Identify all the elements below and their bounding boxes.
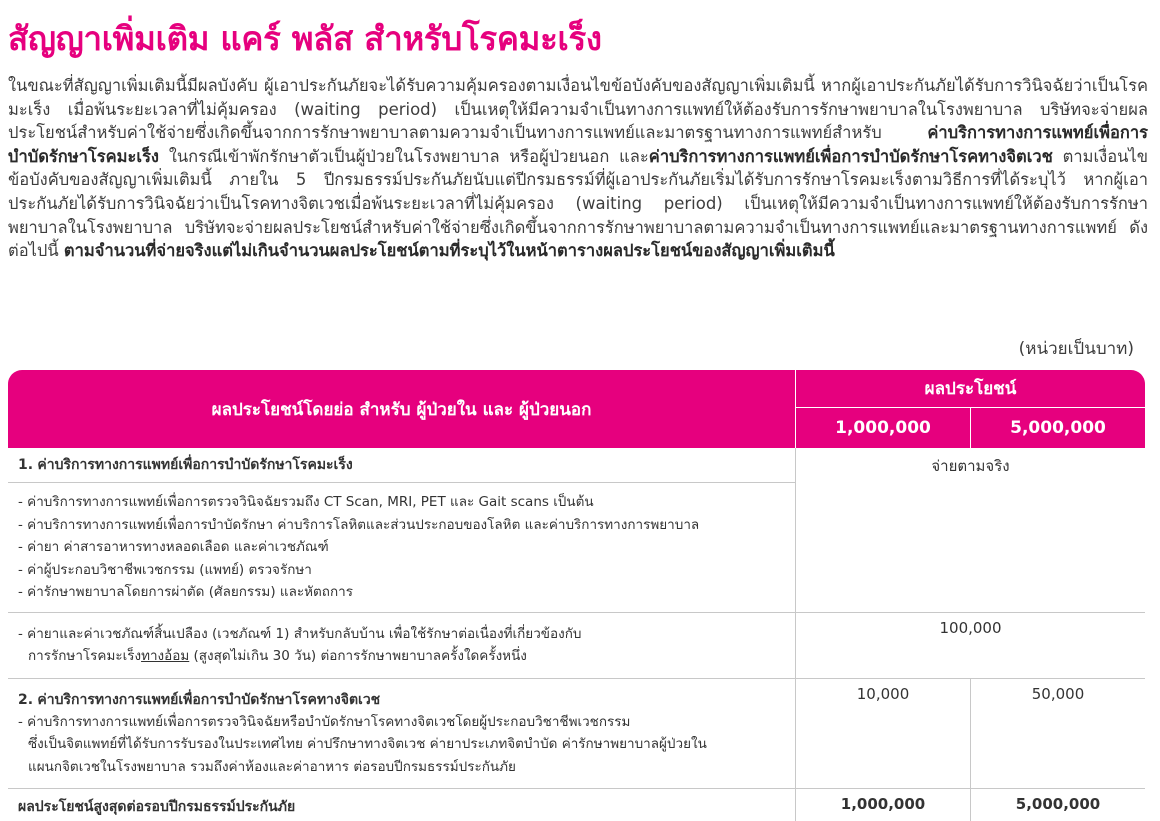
unit-label: (หน่วยเป็นบาท) [1018,339,1134,359]
intro-text-3: ตามเงื่อนไขข้อบังคับของสัญญาเพิ่มเติมนี้ ภายใน 5 ปีกรมธรรม์ประกันภัยนับแต่ปีกรมธรรม์ที่ผู้เอาประกันภัยเริ่มได้รับการรักษาโรคมะเร็งตามวิธีการที่ได้ระบุไว้ หากผู้เอาประกันภัยได้รับการวินิจฉัยว่าเป็นโรคทางจิตเวชเมื่อพ้นระยะเวลาที่ไม่คุ้มครอง (waiting period) เป็นเหตุให้มีความจำเป็นทางการแพทย์ให้ต้องรับการรักษาพยาบาลในโรงพยาบาล บริษัทจะจ่ายผลประโยชน์สำหรับค่าใช้จ่ายซึ่งเกิดขึ้นจากการรักษาพยาบาลตามความจำเป็นทางการแพทย์และมาตรฐานทางการแพทย์ ดังต่อไปนี้ [8,146,1148,261]
intro-bold-3: ตามจำนวนที่จ่ายจริงแต่ไม่เกินจำนวนผลประโยชน์ตามที่ระบุไว้ในหน้าตารางผลประโยชน์ของสัญญาเพิ่มเติมนี้ [63,241,835,261]
extra-line-1: - ค่ายาและค่าเวชภัณฑ์สิ้นเปลือง (เวชภัณฑ์ 1) สำหรับกลับบ้าน เพื่อใช้รักษาต่อเนื่องที่เกี่ยวข้องกับ [18,625,582,642]
table-row [8,448,1145,483]
extra-line-2 [18,645,785,668]
section-1-title: ค่าบริการทางการแพทย์เพื่อการบำบัดรักษาโรคมะเร็ง [37,457,353,473]
header-benefit: ผลประโยชน์ [795,370,1145,408]
total-label: ผลประโยชน์สูงสุดต่อรอบปีกรมธรรม์ประกันภัย [8,789,795,821]
list-item: ซึ่งเป็นจิตแพทย์ที่ได้รับการรับรองในประเทศไทย ค่าปรึกษาทางจิตเวช ค่ายาประเภทจิตบำบัด ค่ารักษาพยาบาลผู้ป่วยใน [28,736,707,752]
total-value-plan-1: 1,000,000 [795,789,970,821]
extra-line-2-post: (สูงสุดไม่เกิน 30 วัน) ต่อการรักษาพยาบาลครั้งใดครั้งหนึ่ง [189,648,527,664]
section-2-heading [18,689,785,711]
header-main: ผลประโยชน์โดยย่อ สำหรับ ผู้ป่วยใน และ ผู้ป่วยนอก [8,370,795,448]
section-1-extra [8,613,795,679]
list-item: แผนกจิตเวชในโรงพยาบาล รวมถึงค่าห้องและค่าอาหาร ต่อรอบปีกรมธรรม์ประกันภัย [28,758,516,775]
section-1-value: จ่ายตามจริง [795,448,1145,613]
table-header-row [8,370,1145,408]
page-title: สัญญาเพิ่มเติม แคร์ พลัส สำหรับโรคมะเร็ง [8,19,602,58]
section-1-items [8,483,795,613]
list-item: - ค่ายา ค่าสารอาหารทางหลอดเลือด และค่าเวชภัณฑ์ [18,539,329,555]
section-2-title: ค่าบริการทางการแพทย์เพื่อการบำบัดรักษาโรคทางจิตเวช [37,691,381,708]
table-row [8,679,1145,790]
intro-text-1: ในขณะที่สัญญาเพิ่มเติมนี้มีผลบังคับ ผู้เอาประกันภัยจะได้รับความคุ้มครองตามเงื่อนไขข้อบังคับของสัญญาเพิ่มเติมนี้ หากผู้เอาประกันภัยได้รับการวินิจฉัยว่าเป็นโรคมะเร็ง เมื่อพ้นระยะเวลาที่ไม่คุ้มครอง (waiting period) เป็นเหตุให้มีความจำเป็นทางการแพทย์ให้ต้องรับการรักษาพยาบาลในโรงพยาบาล บริษัทจะจ่ายผลประโยชน์สำหรับค่าใช้จ่ายซึ่งเกิดขึ้นจากการรักษาพยาบาลตามความจำเป็นทางการแพทย์และมาตรฐานทางการแพทย์สำหรับ [8,76,1148,143]
intro-paragraph [8,74,1148,263]
header-plan-1: 1,000,000 [795,408,970,448]
section-2-cell [8,679,795,790]
list-item: - ค่าบริการทางการแพทย์เพื่อการตรวจวินิจฉัยหรือบำบัดรักษาโรคทางจิตเวชโดยผู้ประกอบวิชาชีพเวชกรรม [18,713,631,730]
list-item: - ค่าบริการทางการแพทย์เพื่อการบำบัดรักษา ค่าบริการโลหิตและส่วนประกอบของโลหิต และค่าบริการทางการพยาบาล [18,516,700,533]
table-row-total [8,789,1145,821]
section-1-heading [8,448,795,483]
list-item: - ค่ารักษาพยาบาลโดยการผ่าตัด (ศัลยกรรม) และหัตถการ [18,584,353,600]
intro-bold-2: ค่าบริการทางการแพทย์เพื่อการบำบัดรักษาโรคทางจิตเวช [648,146,1053,166]
extra-line-2-underlined: ทางอ้อม [141,648,190,664]
section-1-number: 1. [18,457,34,473]
intro-bold-1: ค่าบริการทางการแพทย์เพื่อการบำบัดรักษาโรคมะเร็ง [8,123,1148,166]
extra-line-2-pre: การรักษาโรคมะเร็ง [28,648,142,664]
header-plan-2: 5,000,000 [970,408,1145,448]
section-2-value-plan-1: 10,000 [795,679,970,790]
section-1-extra-value: 100,000 [795,613,1145,679]
list-item: - ค่าผู้ประกอบวิชาชีพเวชกรรม (แพทย์) ตรวจรักษา [18,561,312,578]
list-item: - ค่าบริการทางการแพทย์เพื่อการตรวจวินิจฉัยรวมถึง CT Scan, MRI, PET และ Gait scans เป็นต้น [18,494,594,510]
total-value-plan-2: 5,000,000 [970,789,1145,821]
section-2-number: 2. [18,691,34,708]
intro-text-2: ในกรณีเข้าพักรักษาตัวเป็นผู้ป่วยในโรงพยาบาล หรือผู้ป่วยนอก และ [158,146,649,166]
section-2-value-plan-2: 50,000 [970,679,1145,790]
benefit-table [8,370,1145,821]
table-row [8,613,1145,679]
